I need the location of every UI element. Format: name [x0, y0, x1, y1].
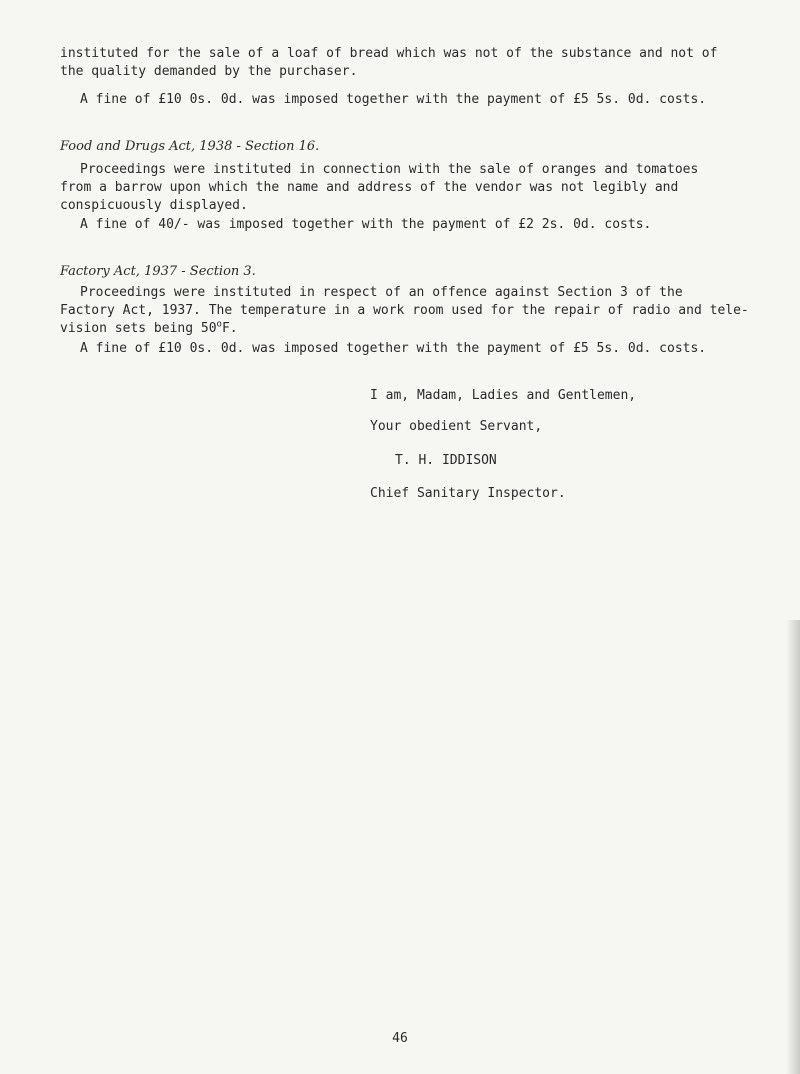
- factory-heading: Factory Act, 1937 - Section 3.: [60, 264, 256, 279]
- factory-line-1: Proceedings were instituted in respect of an offence against Section 3 of the: [80, 285, 683, 300]
- food-drugs-heading: Food and Drugs Act, 1938 - Section 16.: [60, 139, 320, 154]
- factory-line-3: [60, 320, 720, 338]
- food-drugs-line-3: conspicuously displayed.: [60, 198, 248, 213]
- factory-line-2: Factory Act, 1937. The temperature in a work room used for the repair of radio and tele-: [60, 303, 749, 318]
- factory-paragraph: [60, 284, 749, 338]
- intro-line-1: instituted for the sale of a loaf of bread which was not of the substance and not of: [60, 46, 718, 61]
- factory-line-3-prefix: vision sets being 50: [60, 321, 217, 336]
- food-drugs-line-2: from a barrow upon which the name and address of the vendor was not legibly and: [60, 180, 679, 195]
- food-drugs-paragraph: [60, 161, 720, 215]
- factory-line-3-suffix: F.: [221, 321, 238, 336]
- page-edge-shadow: [786, 620, 800, 1074]
- food-drugs-fine: A fine of 40/- was imposed together with the payment of £2 2s. 0d. costs.: [80, 217, 652, 232]
- signatory-title: Chief Sanitary Inspector.: [370, 486, 566, 501]
- page-number: 46: [392, 1031, 408, 1046]
- factory-fine: A fine of £10 0s. 0d. was imposed together with the payment of £5 5s. 0d. costs.: [80, 341, 707, 356]
- intro-line-2: the quality demanded by the purchaser.: [60, 64, 358, 79]
- closing-salutation: I am, Madam, Ladies and Gentlemen,: [370, 388, 637, 403]
- food-drugs-line-1: Proceedings were instituted in connection with the sale of oranges and tomatoes: [80, 162, 699, 177]
- intro-fine: A fine of £10 0s. 0d. was imposed together with the payment of £5 5s. 0d. costs.: [80, 92, 707, 107]
- intro-paragraph: [60, 45, 720, 81]
- degree-symbol: o: [216, 319, 222, 330]
- signatory-name: T. H. IDDISON: [395, 453, 497, 468]
- closing-servant: Your obedient Servant,: [370, 419, 543, 434]
